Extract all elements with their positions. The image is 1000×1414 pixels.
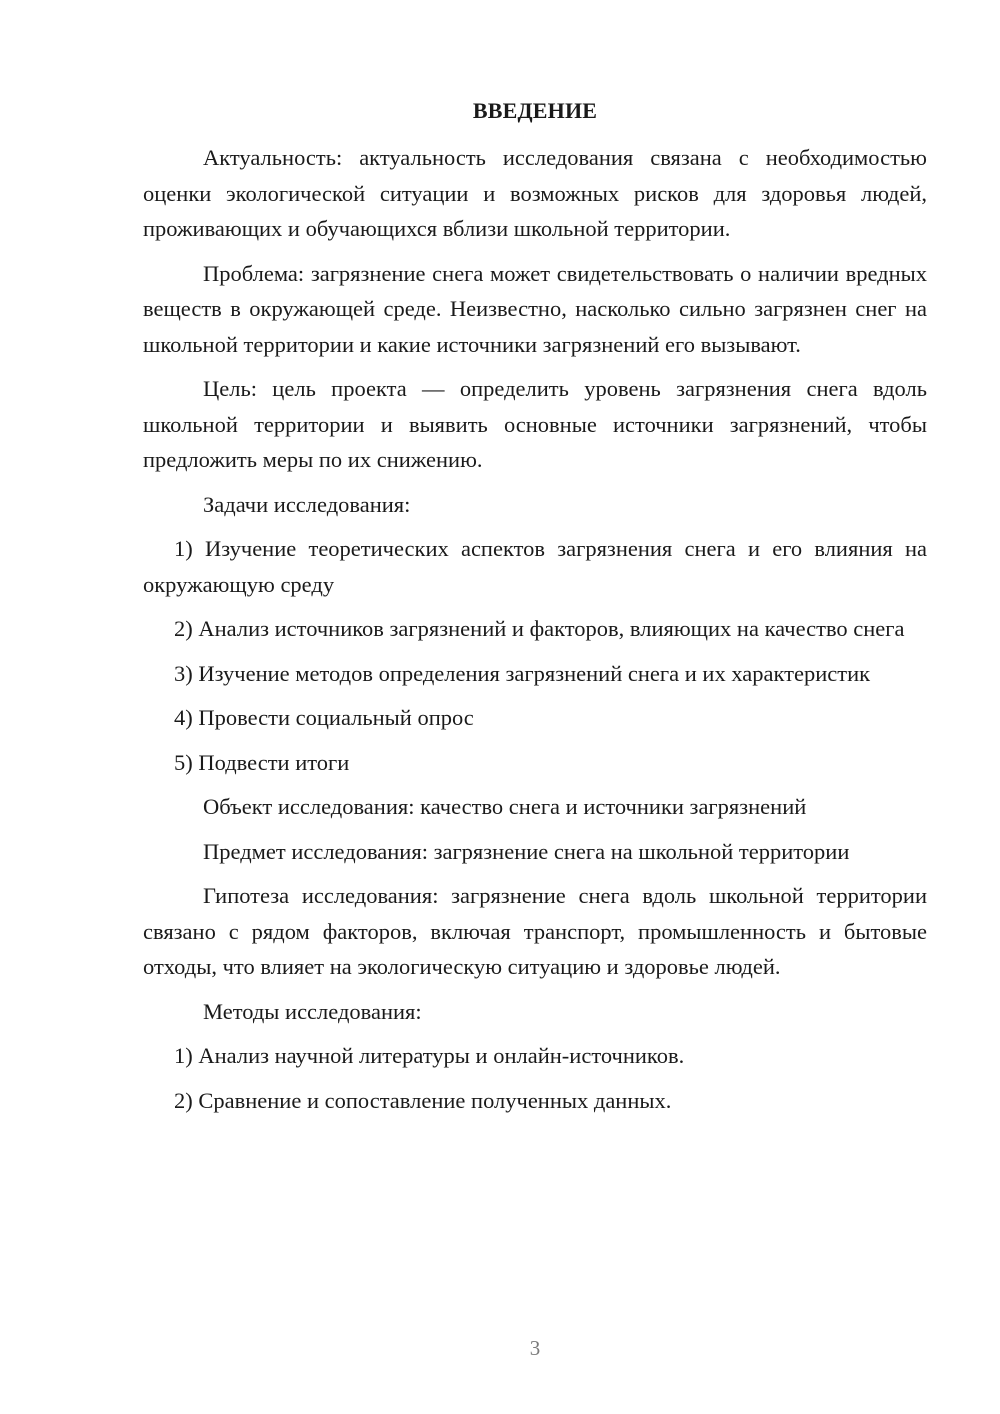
relevance-paragraph: Актуальность: актуальность исследования связана с необходимостью оценки экологической ситуации и возможных рисков для здоровья людей, проживающих и обучающихся вблизи школьной территории. bbox=[143, 145, 927, 241]
task-item-2: 2) Анализ источников загрязнений и факторов, влияющих на качество снега bbox=[174, 616, 905, 641]
goal-paragraph: Цель: цель проекта — определить уровень загрязнения снега вдоль школьной территории и выявить основные источники загрязнений, чтобы предложить меры по их снижению. bbox=[143, 376, 927, 472]
task-item-1: 1) Изучение теоретических аспектов загрязнения снега и его влияния на окружающую среду bbox=[143, 536, 927, 597]
object-paragraph: Объект исследования: качество снега и источники загрязнений bbox=[203, 794, 807, 819]
method-item-1: 1) Анализ научной литературы и онлайн-источников. bbox=[174, 1043, 685, 1068]
task-item-5: 5) Подвести итоги bbox=[174, 749, 350, 775]
method-item-2: 2) Сравнение и сопоставление полученных данных. bbox=[174, 1087, 672, 1113]
task-item-4: 4) Провести социальный опрос bbox=[174, 705, 474, 730]
subject-paragraph: Предмет исследования: загрязнение снега на школьной территории bbox=[203, 838, 850, 864]
page-number: 3 bbox=[529, 1336, 541, 1360]
methods-heading: Методы исследования: bbox=[203, 998, 422, 1024]
section-title: ВВЕДЕНИЕ bbox=[472, 98, 598, 123]
task-item-3: 3) Изучение методов определения загрязнений снега и их характеристик bbox=[174, 660, 871, 686]
hypothesis-paragraph: Гипотеза исследования: загрязнение снега вдоль школьной территории связано с рядом факторов, включая транспорт, промышленность и бытовые отходы, что влияет на экологическую ситуацию и здоровье людей. bbox=[143, 883, 927, 979]
page-content bbox=[143, 98, 927, 1127]
problem-paragraph: Проблема: загрязнение снега может свидетельствовать о наличии вредных веществ в окружающей среде. Неизвестно, насколько сильно загрязнен снег на школьной территории и какие источники загрязнений его вызывают. bbox=[143, 260, 927, 357]
tasks-heading: Задачи исследования: bbox=[203, 491, 411, 517]
